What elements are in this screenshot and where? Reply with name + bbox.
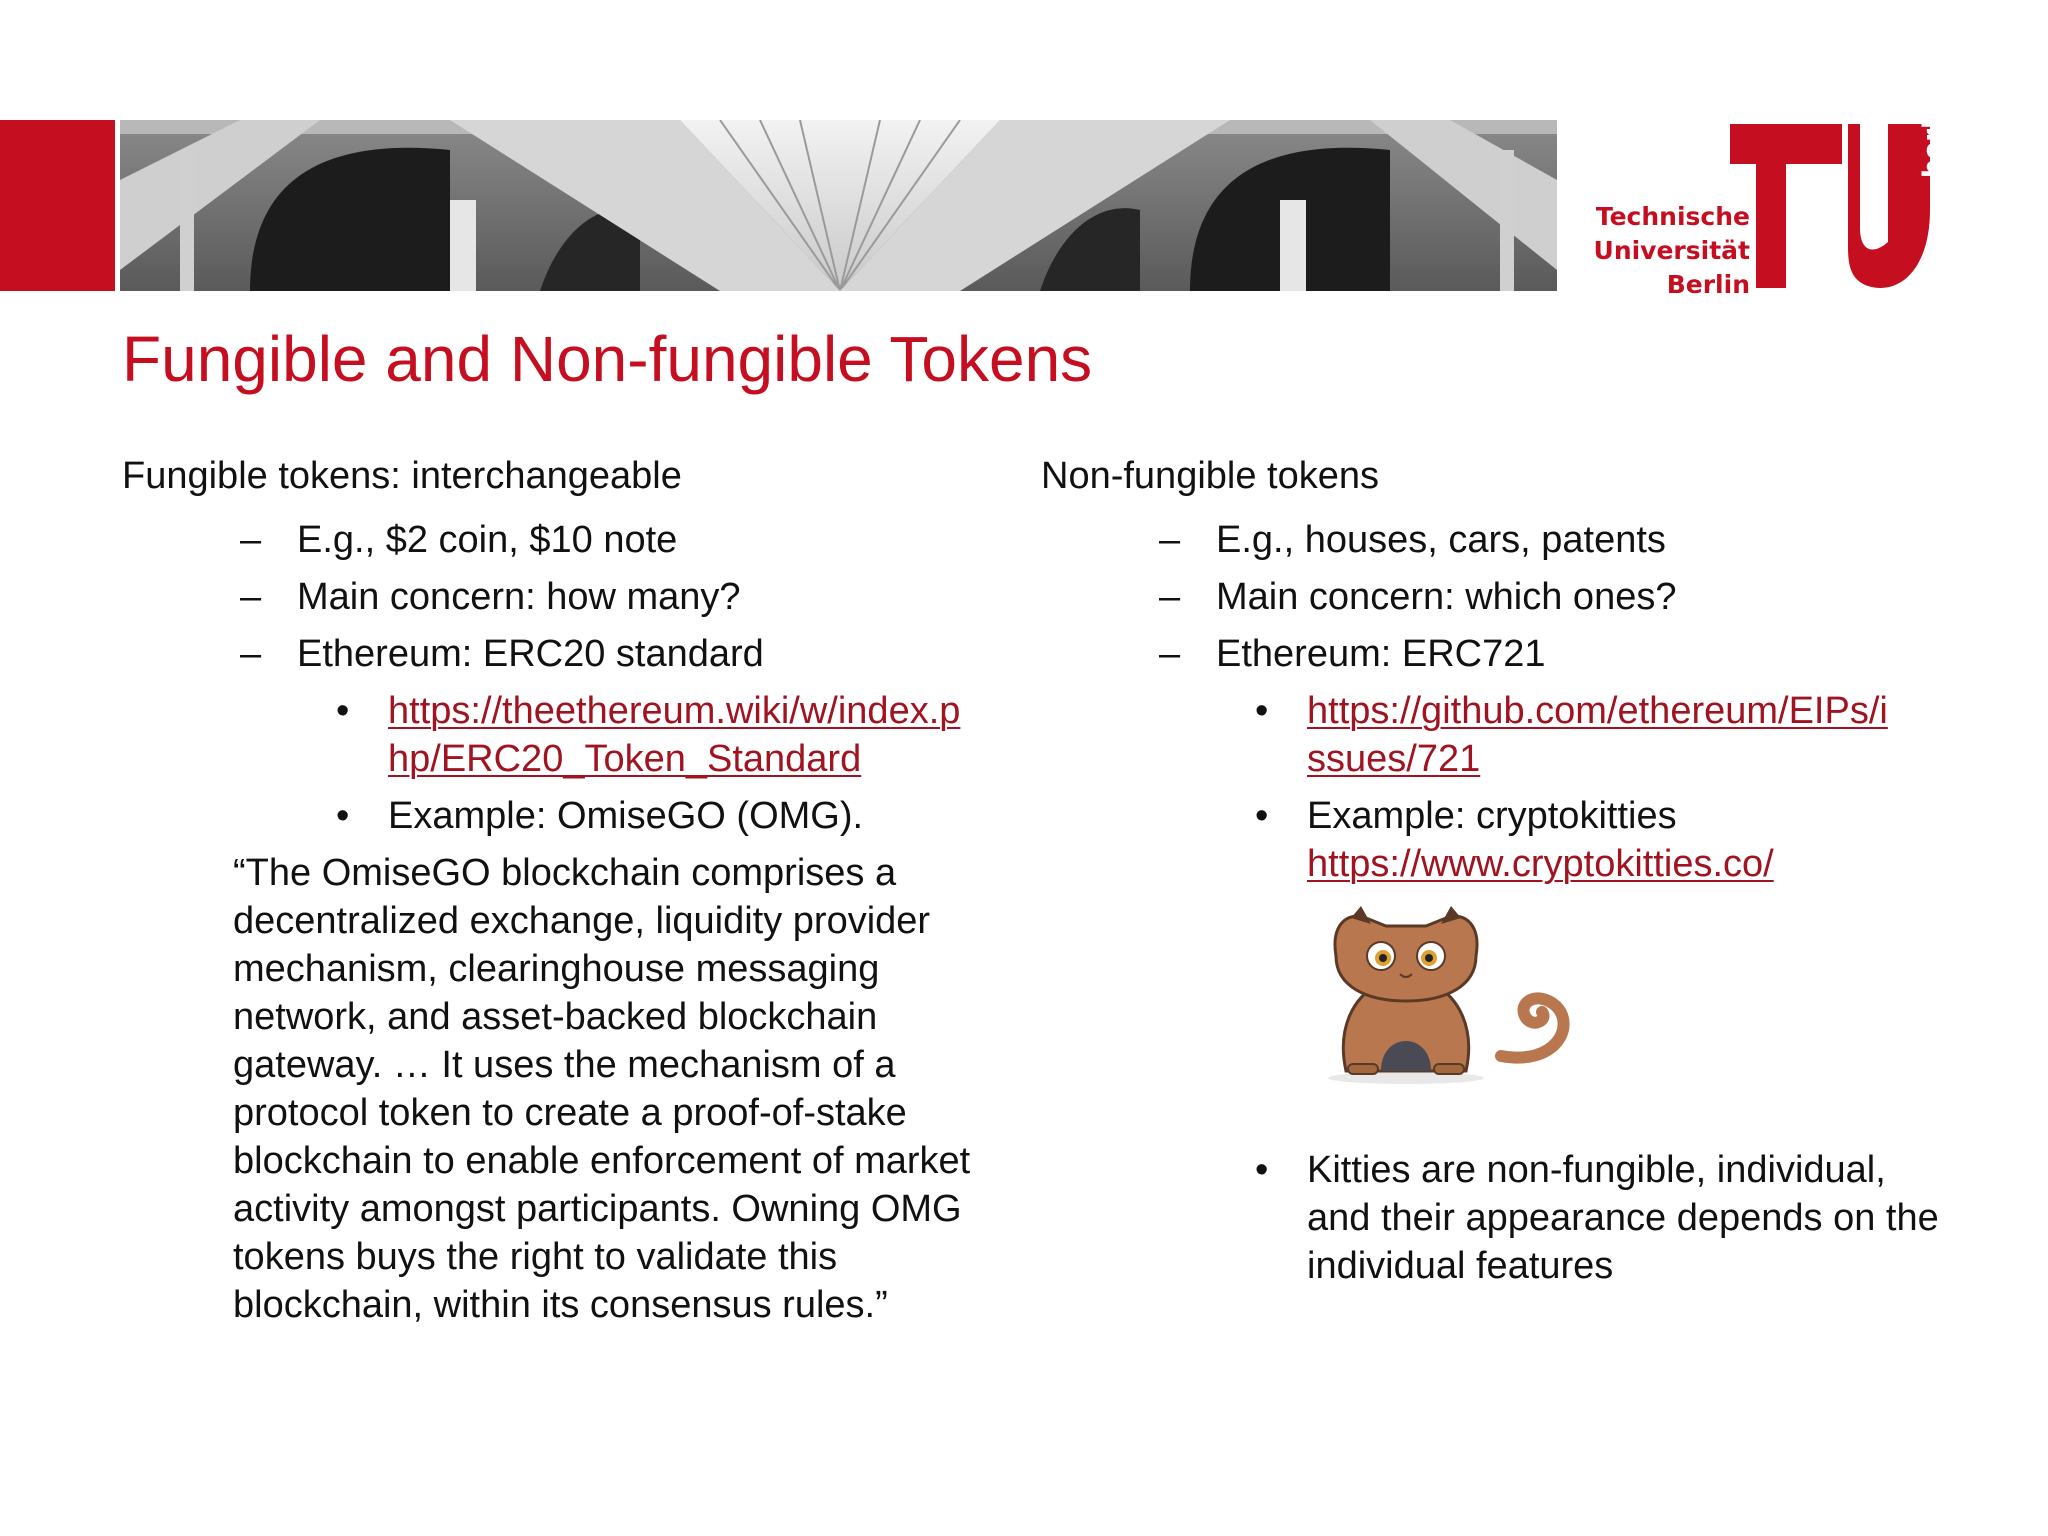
left-heading: Fungible tokens: interchangeable [122, 455, 682, 497]
tu-logo-wordmark [1550, 200, 1750, 302]
left-dash-item [122, 516, 1022, 564]
left-dash-text: E.g., $2 coin, $10 note [297, 519, 678, 561]
erc20-link-line-1[interactable]: https://theethereum.wiki/w/index.p [388, 690, 961, 732]
dash-marker: – [240, 519, 262, 561]
logo-line-3: Berlin [1666, 270, 1750, 299]
right-column [1041, 452, 1941, 1299]
left-dash-text: Ethereum: ERC20 standard [297, 633, 764, 675]
right-dash-text: E.g., houses, cars, patents [1216, 519, 1666, 561]
right-dash-item [1041, 573, 1941, 621]
erc721-link-line-2[interactable]: ssues/721 [1307, 738, 1481, 780]
bullet-marker: • [336, 690, 350, 732]
slide-title: Fungible and Non-fungible Tokens [122, 323, 1093, 395]
bullet-marker: • [1255, 1149, 1269, 1191]
left-bullet-link [122, 687, 1022, 783]
right-bullet-kitties-note [1041, 1146, 1941, 1290]
omisego-quote: “The OmiseGO blockchain comprises a decentralized exchange, liquidity provider mechanism, clearinghouse messaging network, and asset-backed blockchain gateway. … It uses the mechanism of a protocol token to create a proof-of-stake blockchain to enable enforcement of market activity amongst participants. Owning OMG tokens buys the right to validate this blockchain, within its consensus rules.” [233, 852, 971, 1326]
right-dash-item [1041, 630, 1941, 678]
left-bullet-example [122, 792, 1022, 840]
tu-berlin-logo [1593, 92, 1948, 299]
dash-marker: – [1159, 519, 1181, 561]
left-dash-text: Main concern: how many? [297, 576, 741, 618]
header-red-block [0, 120, 115, 291]
left-example-text: Example: OmiseGO (OMG). [388, 795, 864, 837]
logo-line-2: Universität [1593, 236, 1750, 265]
right-heading: Non-fungible tokens [1041, 455, 1379, 497]
left-dash-item [122, 630, 1022, 678]
left-dash-item [122, 573, 1022, 621]
header-banner-image [120, 120, 1557, 291]
right-dash-text: Ethereum: ERC721 [1216, 633, 1546, 675]
right-bullet-example [1041, 792, 1941, 888]
logo-line-1: Technische [1595, 202, 1750, 231]
right-example-text: Example: cryptokitties [1307, 795, 1677, 837]
erc20-link-line-2[interactable]: hp/ERC20_Token_Standard [388, 738, 862, 780]
right-bullet-link [1041, 687, 1941, 783]
right-dash-text: Main concern: which ones? [1216, 576, 1677, 618]
dash-marker: – [1159, 576, 1181, 618]
architecture-photo [120, 120, 1557, 291]
kitties-note-text: Kitties are non-fungible, individual, and their appearance depends on the individual features [1307, 1149, 1939, 1287]
dash-marker: – [1159, 633, 1181, 675]
logo-berlin-vertical: berlin [1918, 92, 1948, 178]
dash-marker: – [240, 576, 262, 618]
cryptokitties-link[interactable]: https://www.cryptokitties.co/ [1307, 843, 1774, 885]
bullet-marker: • [1255, 690, 1269, 732]
bullet-marker: • [336, 795, 350, 837]
left-column [122, 452, 1022, 1329]
erc721-link-line-1[interactable]: https://github.com/ethereum/EIPs/i [1307, 690, 1888, 732]
bullet-marker: • [1255, 795, 1269, 837]
cat-illustration-icon [1326, 906, 1596, 1086]
cryptokitty-image [1326, 906, 1596, 1086]
right-dash-item [1041, 516, 1941, 564]
dash-marker: – [240, 633, 262, 675]
